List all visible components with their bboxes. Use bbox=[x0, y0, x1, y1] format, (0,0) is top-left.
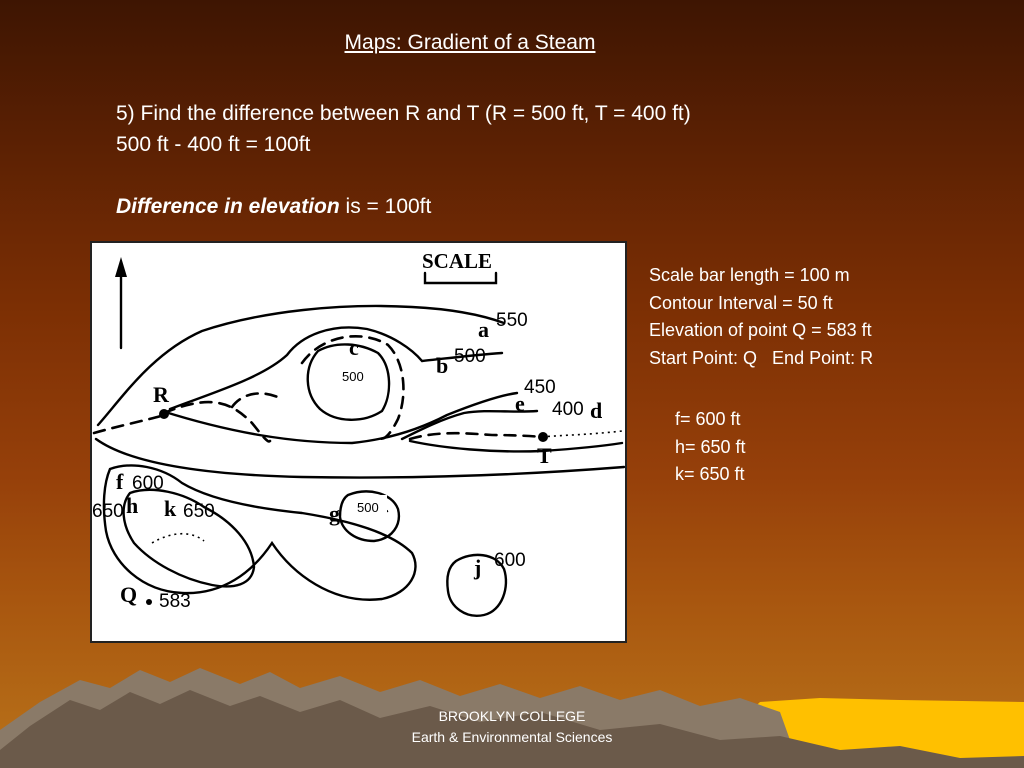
footer bbox=[0, 706, 1024, 748]
point-r-marker bbox=[159, 409, 169, 419]
point-k-label: k bbox=[164, 496, 177, 521]
stream-channel bbox=[164, 402, 270, 441]
elevation-list bbox=[675, 406, 746, 489]
contour-label-650-k: 650 bbox=[183, 501, 215, 522]
answer-rest: is = 100ft bbox=[339, 195, 432, 218]
scale-label: SCALE bbox=[422, 249, 493, 273]
contour-label-600-f: 600 bbox=[132, 473, 164, 494]
point-t-marker bbox=[538, 432, 548, 442]
point-a-label: a bbox=[478, 317, 489, 342]
point-t-label: T bbox=[537, 443, 552, 468]
hachure-k bbox=[152, 534, 204, 543]
contour-label-650-left: 650 bbox=[92, 501, 124, 522]
point-j-label: j bbox=[474, 555, 482, 580]
contour-label-550: 550 bbox=[496, 310, 528, 331]
contour-label-500: 500 bbox=[454, 346, 486, 367]
slide-title: Maps: Gradient of a Steam bbox=[344, 31, 596, 54]
point-e-label: e bbox=[515, 391, 525, 416]
point-d-label: d bbox=[590, 398, 603, 423]
elevation-k: k= 650 ft bbox=[675, 464, 745, 484]
point-q-marker bbox=[146, 599, 152, 605]
elevation-h: h= 650 ft bbox=[675, 436, 746, 457]
north-arrow-head-icon bbox=[115, 257, 127, 277]
scale-bar bbox=[425, 273, 496, 283]
stream-east bbox=[410, 433, 542, 439]
contour-label-600-j: 600 bbox=[494, 550, 526, 571]
footer-institution: BROOKLYN COLLEGE bbox=[438, 708, 586, 724]
contour-400-lower bbox=[410, 441, 622, 451]
info-list bbox=[649, 262, 873, 372]
point-g-label: g bbox=[329, 501, 340, 526]
calculation-text: 500 ft - 400 ft = 100ft bbox=[116, 133, 311, 156]
point-c-label: c bbox=[349, 335, 359, 360]
info-contour-interval: Contour Interval = 50 ft bbox=[649, 292, 833, 313]
info-start-end: Start Point: Q End Point: R bbox=[649, 347, 874, 368]
elevation-f: f= 600 ft bbox=[675, 409, 741, 429]
topographic-map bbox=[90, 241, 627, 643]
c-box-label: 500 bbox=[342, 369, 364, 384]
contour-label-400: 400 bbox=[552, 399, 584, 420]
answer-term: Difference in elevation bbox=[116, 195, 340, 218]
map-drawing bbox=[92, 243, 625, 641]
point-b-label: b bbox=[436, 353, 449, 378]
contour-label-583: 583 bbox=[159, 591, 191, 612]
point-f-label: f bbox=[116, 469, 124, 494]
question-text: 5) Find the difference between R and T (R = 500 ft, T = 400 ft) bbox=[116, 102, 691, 125]
point-h-label: h bbox=[126, 493, 139, 518]
stream-t-east bbox=[542, 431, 622, 437]
point-q-label: Q bbox=[120, 582, 138, 607]
info-scale-bar: Scale bar length = 100 m bbox=[649, 265, 850, 285]
stream-branch bbox=[232, 393, 282, 407]
footer-department: Earth & Environmental Sciences bbox=[411, 729, 613, 745]
contour-label-450: 450 bbox=[524, 377, 556, 398]
point-r-label: R bbox=[153, 382, 169, 407]
info-elevation-q: Elevation of point Q = 583 ft bbox=[649, 320, 872, 340]
g-box-label: 500 bbox=[357, 500, 379, 515]
mountain-silhouette bbox=[0, 640, 1024, 768]
answer-text bbox=[116, 195, 431, 219]
